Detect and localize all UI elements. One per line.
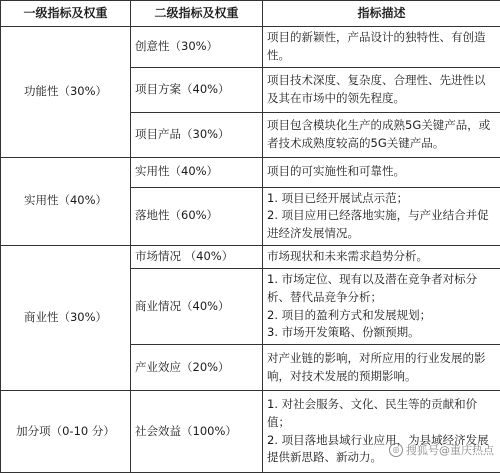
description-line: 1. 市场定位、现有以及潜在竞争者对标分析、替代品竞争分析；: [267, 271, 496, 307]
watermark-text: 搜狐号@重庆热点: [406, 442, 494, 458]
header-description: 指标描述: [263, 1, 500, 27]
table-row: [1, 27, 500, 68]
level2-cell: 落地性（60%）: [131, 187, 263, 245]
level2-cell: 产业效应（20%）: [131, 345, 263, 391]
header-row: [1, 1, 500, 27]
header-level1: 一级指标及权重: [1, 1, 131, 27]
level2-cell: 项目产品（30%）: [131, 112, 263, 157]
table-row: [1, 157, 500, 187]
description-cell: [263, 268, 500, 344]
sohu-logo-icon: ◎: [389, 443, 403, 457]
description-cell: 市场现状和未来需求趋势分析。: [263, 246, 500, 269]
level1-cell-functionality: 功能性（30%）: [1, 27, 131, 158]
description-cell: 项目技术深度、复杂度、合理性、先进性以及其在市场中的领先程度。: [263, 67, 500, 112]
description-line: 1. 对社会服务、文化、民生等的贡献和价值；: [267, 396, 496, 432]
level2-cell: 创意性（30%）: [131, 27, 263, 68]
level2-cell: 实用性（40%）: [131, 157, 263, 187]
description-cell: 项目的新颖性，产品设计的独特性、有创造性。: [263, 27, 500, 68]
description-line: 3. 市场开发策略、份额预期。: [267, 324, 496, 342]
description-line: 1. 项目已经开展试点示范；: [267, 190, 496, 208]
header-level2: 二级指标及权重: [131, 1, 263, 27]
level1-cell-bonus: 加分项（0-10 分）: [1, 391, 131, 473]
description-cell: 项目包含模块化生产的成熟5G关键产品，或者技术成熟度较高的5G关键产品。: [263, 112, 500, 157]
level2-cell: 项目方案（40%）: [131, 67, 263, 112]
description-cell: [263, 187, 500, 245]
table-row: [1, 391, 500, 473]
description-line: 2. 项目的盈利方式和发展规划；: [267, 307, 496, 325]
description-cell: 项目的可实施性和可靠性。: [263, 157, 500, 187]
table-row: [1, 246, 500, 269]
level2-cell: 市场情况 （40%）: [131, 246, 263, 269]
level2-cell: 商业情况（40%）: [131, 268, 263, 344]
description-line: 2. 项目落地县域行业应用，为县域经济发展提供新思路、新动力。: [267, 432, 496, 468]
level1-cell-practicality: 实用性（40%）: [1, 157, 131, 245]
description-cell: [263, 391, 500, 473]
level2-cell: 社会效益（100%）: [131, 391, 263, 473]
description-cell: 对产业链的影响，对所应用的行业发展的影响，对技术发展的预期影响。: [263, 345, 500, 391]
description-line: 2. 项目应用已经落地实施，与产业结合并促进经济发展情况。: [267, 207, 496, 243]
level1-cell-commerciality: 商业性（30%）: [1, 246, 131, 391]
